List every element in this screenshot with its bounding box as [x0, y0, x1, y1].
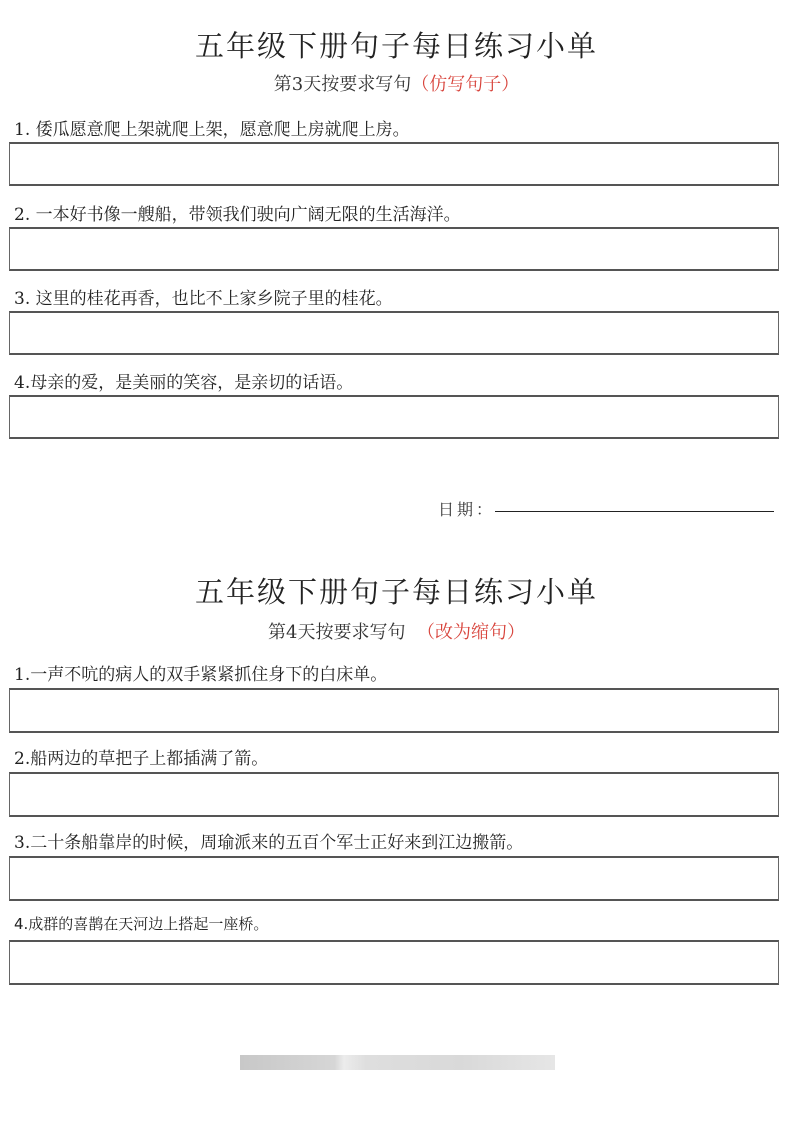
- sheet2-subtitle-main: 第4天按要求写句: [268, 622, 406, 643]
- sheet1-answer-box-3[interactable]: [9, 311, 779, 355]
- sheet2-answer-box-2[interactable]: [9, 772, 779, 817]
- sheet2-answer-box-1[interactable]: [9, 688, 779, 733]
- sheet2-question-3: 3.二十条船靠岸的时候，周瑜派来的五百个军士正好来到江边搬箭。: [14, 833, 524, 853]
- sheet1-subtitle-note: （仿写句子）: [411, 74, 520, 95]
- sheet1-question-2: 2. 一本好书像一艘船，带领我们驶向广阔无限的生活海洋。: [14, 205, 461, 225]
- blurred-footer-watermark: [240, 1055, 555, 1070]
- date-input-line[interactable]: [495, 511, 774, 512]
- sheet1-subtitle: [0, 70, 793, 96]
- sheet1-title: 五年级下册句子每日练习小单: [194, 29, 598, 63]
- sheet1-question-1: 1. 倭瓜愿意爬上架就爬上架，愿意爬上房就爬上房。: [14, 120, 410, 140]
- sheet2-answer-box-3[interactable]: [9, 856, 779, 901]
- sheet1-answer-box-2[interactable]: [9, 227, 779, 271]
- sheet1-question-3: 3. 这里的桂花再香，也比不上家乡院子里的桂花。: [14, 289, 393, 309]
- sheet2-question-4: 4.成群的喜鹊在天河边上搭起一座桥。: [14, 915, 269, 933]
- date-label: 日期：: [438, 500, 496, 519]
- sheet1-subtitle-main: 第3天按要求写句: [273, 74, 412, 95]
- sheet2-question-2: 2.船两边的草把子上都插满了箭。: [14, 749, 269, 769]
- sheet2-title: 五年级下册句子每日练习小单: [194, 575, 598, 609]
- sheet2-answer-box-4[interactable]: [9, 940, 779, 985]
- sheet1-answer-box-1[interactable]: [9, 142, 779, 186]
- sheet2-subtitle-note: （改为缩句）: [416, 622, 525, 643]
- sheet1-question-4: 4.母亲的爱，是美丽的笑容，是亲切的话语。: [14, 373, 354, 393]
- sheet2-question-1: 1.一声不吭的病人的双手紧紧抓住身下的白床单。: [14, 665, 388, 685]
- sheet1-answer-box-4[interactable]: [9, 395, 779, 439]
- sheet2-subtitle: [0, 618, 793, 644]
